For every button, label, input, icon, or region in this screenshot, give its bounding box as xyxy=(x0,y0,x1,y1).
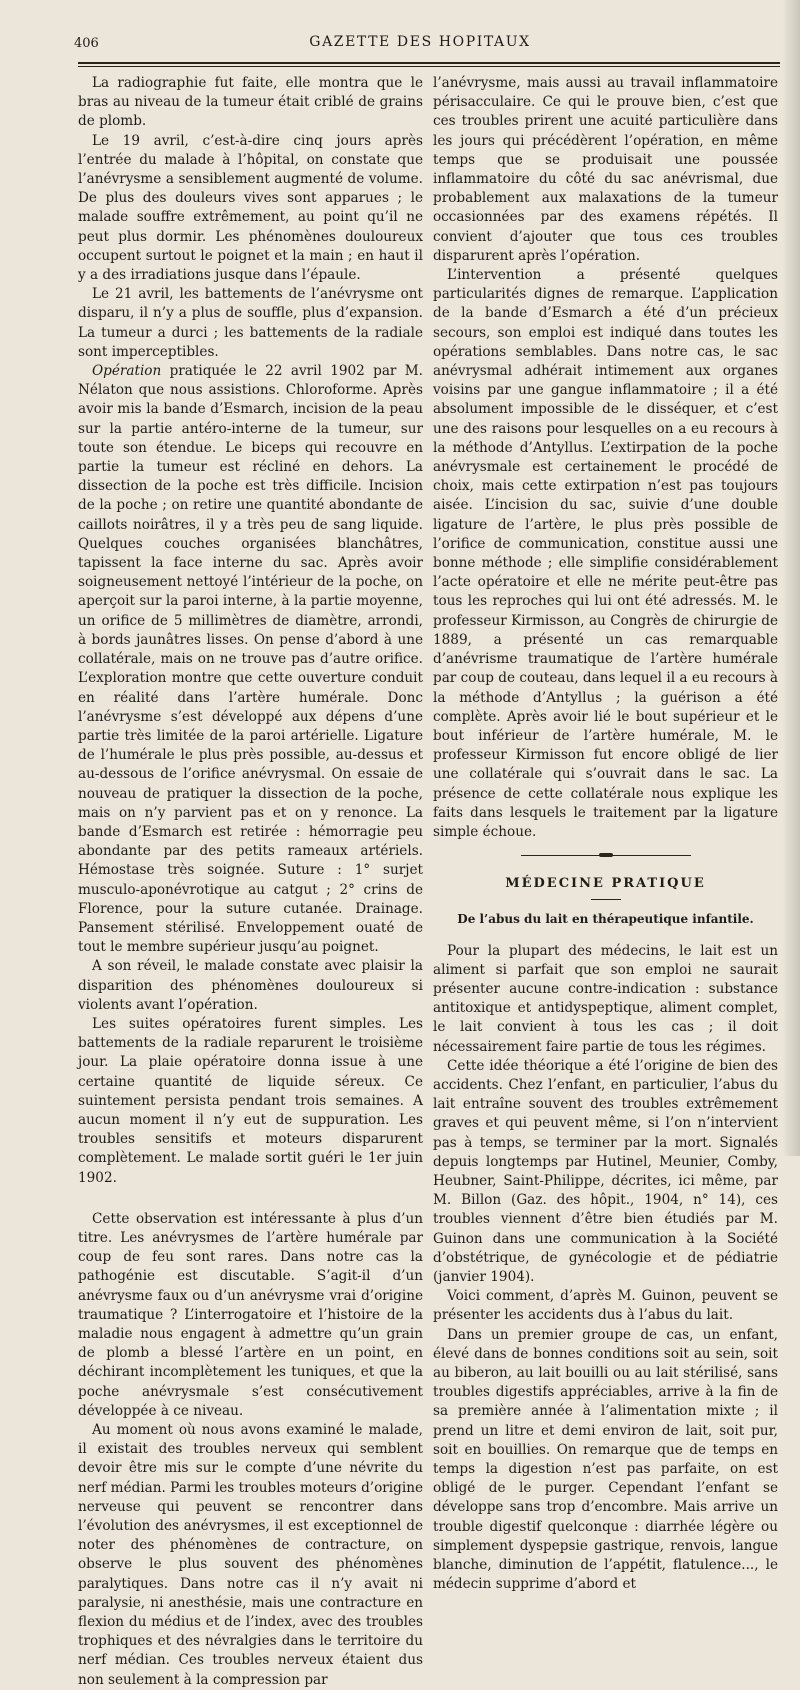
paragraph-text: pratiquée le 22 avril 1902 par M. Nélaton que nous assistions. Chloroforme. Après avoir mis la bande d’Esmarch, incision de la peau sur la partie antéro-interne de la tumeur, sur toute son étendue. Le biceps qui recouvre en partie la tumeur est récliné en dehors. La dissection de la poche est très difficile. Incision de la poche ; on retire une quantité abondante de caillots noirâtres, il y a très peu de sang liquide. Quelques couches organisées blanchâtres, tapissent la face interne du sac. Après avoir soigneusement nettoyé l’intérieur de la poche, on aperçoit sur la paroi interne, à la partie moyenne, un orifice de 5 millimètres de diamètre, arrondi, à bords jaunâtres lisses. On pense d’abord à une collatérale, mais on ne trouve pas d’autre orifice. L’exploration montre que cette ouverture conduit en réalité dans l’artère humérale. Donc l’anévrysme s’est développé aux dépens d’une partie très limitée de la paroi artérielle. Ligature de l’humérale le plus près possible, au-dessus et au-dessous de l’orifice anévrysmal. On essaie de nouveau de pratiquer la dissection de la poche, mais on n’y parvient pas et on y renonce. La bande d’Esmarch est retirée : hémorragie peu abondante par des petits rameaux artériels. Hémostase très soignée. Suture : 1° surjet musculo-aponévrotique au catgut ; 2° crins de Florence, pour la suture cutanée. Drainage. Pansement stérilisé. Enveloppement ouaté de tout le membre supérieur jusqu’au poignet. xyxy=(78,363,423,956)
divider-ornament xyxy=(521,855,691,856)
section-divider xyxy=(433,842,778,868)
paragraph: l’anévrysme, mais aussi au travail inflammatoire périsacculaire. Ce qui le prouve bien, c’est que ces troubles prirent une acuité particulière dans les jours qui précédèrent l’opération, en même temps que se produisait une poussée inflammatoire du côté du sac anévrismal, due probablement aux malaxations de la tumeur occasionnées par des examens répétés. Il convient d’ajouter que tous ces troubles disparurent après l’opération. xyxy=(433,75,778,264)
header-rule-thin xyxy=(78,66,780,67)
left-column xyxy=(78,74,423,1688)
paragraph: Voici comment, d’après M. Guinon, peuvent se présenter les accidents dus à l’abus du lait. xyxy=(433,1288,778,1324)
paragraph: L’intervention a présenté quelques particularités dignes de remarque. L’application de la bande d’Esmarch a été d’un précieux secours, son emploi est indiqué dans toutes les opérations semblables. Dans notre cas, le sac anévrysmal adhérait intimement aux organes voisins par une gangue inflammatoire ; il a été absolument impossible de le disséquer, et c’est une des raisons pour lesquelles on a eu recours à la méthode d’Antyllus. L’extirpation de la poche anévrysmale est certainement le procédé de choix, mais cette extirpation n’est pas toujours aisée. L’incision du sac, suivie d’une double ligature de l’artère, le plus près possible de l’orifice de communication, constitue aussi une bonne méthode ; elle simplifie considérablement l’acte opératoire et elle ne mérite peut-être pas tous les reproches qui lui ont été adressés. M. le professeur Kirmisson, au Congrès de chirurgie de 1889, a présenté un cas remarquable d’anévrisme traumatique de l’artère humérale par coup de couteau, dans lequel il a eu recours à la méthode d’Antyllus ; la guérison a été complète. Après avoir lié le bout supérieur et le bout inférieur de l’artère humérale, M. le professeur Kirmisson fut encore obligé de lier une collatérale qui s’ouvrait dans le sac. La présence de cette collatérale nous explique les faits dans lesquels le traitement par la ligature simple échoue. xyxy=(433,267,778,840)
section-title: MÉDECINE PRATIQUE xyxy=(505,876,706,892)
paragraph: Cette observation est intéressante à plus d’un titre. Les anévrysmes de l’artère humérale par coup de feu sont rares. Dans notre cas la pathogénie est discutable. S’agit-il d’un anévrysme faux ou d’un anévrysme vrai d’origine traumatique ? L’interrogatoire et l’histoire de la maladie nous engagent à admettre qu’un grain de plomb a blessé l’artère en un point, en déchirant incomplètement les tuniques, et que la poche anévrysmale s’est consécutivement développée à ce niveau. xyxy=(78,1210,423,1419)
paragraph-operation xyxy=(78,362,423,957)
right-column xyxy=(433,74,778,1593)
paragraph: Cette idée théorique a été l’origine de bien des accidents. Chez l’enfant, en particulier, l’abus du lait entraîne souvent des troubles extrêmement graves et qui peuvent même, si l’on n’intervient pas à temps, se terminer par la mort. Signalés depuis longtemps par Hutinel, Meunier, Comby, Heubner, Saint-Philippe, décrites, ici même, par M. Billon (Gaz. des hôpit., 1904, n° 14), ces troubles viennent d’être bien étudiés par M. Guinon dans une communication à la Société d’obstétrique, de gynécologie et de pédiatrie (janvier 1904). xyxy=(433,1057,778,1285)
page-number: 406 xyxy=(74,36,99,51)
short-rule xyxy=(591,899,621,900)
paragraph: Pour la plupart des médecins, le lait est un aliment si parfait que son emploi ne saurait présenter aucune contre-indication : substance antitoxique et antidyspeptique, aliment complet, le lait convient à tous les cas ; il doit nécessairement faire partie de tous les régimes. xyxy=(433,942,778,1055)
paragraph: Le 19 avril, c’est-à-dire cinq jours après l’entrée du malade à l’hôpital, on constate que l’anévrysme a sensiblement augmenté de volume. De plus des douleurs vives sont apparues ; le malade souffre extrêmement, au point qu’il ne peut plus dormir. Les phénomènes douloureux occupent surtout le poignet et la main ; en haut il y a des irradiations jusque dans l’épaule. xyxy=(78,132,423,284)
paragraph: Au moment où nous avons examiné le malade, il existait des troubles nerveux qui semblent devoir être mis sur le compte d’une névrite du nerf médian. Parmi les troubles moteurs d’origine nerveuse qui peuvent se rencontrer dans l’évolution des anévrysmes, il est exceptionnel de noter des phénomènes de contracture, on observe le plus souvent des phénomènes paralytiques. Dans notre cas il n’y avait ni paralysie, ni anesthésie, mais une contracture en flexion du médius et de l’index, avec des troubles trophiques et des névralgies dans le territoire du nerf médian. Ces troubles nerveux étaient dus non seulement à la compression par xyxy=(78,1422,423,1688)
page-header xyxy=(60,30,780,54)
paragraph: Le 21 avril, les battements de l’anévrysme ont disparu, il n’y a plus de souffle, plus d’expansion. La tumeur a durci ; les battements de la radiale sont imperceptibles. xyxy=(78,286,423,360)
running-title: GAZETTE DES HOPITAUX xyxy=(309,34,531,50)
page-edge-shadow xyxy=(782,0,800,1156)
header-rule xyxy=(78,62,780,64)
paragraph: La radiographie fut faite, elle montra que le bras au niveau de la tumeur était criblé de grains de plomb. xyxy=(78,75,423,130)
run-in-heading: Opération xyxy=(92,363,162,380)
paragraph: Les suites opératoires furent simples. Les battements de la radiale reparurent le troisième jour. La plaie opératoire donna issue à une certaine quantité de liquide séreux. Ce suintement persista pendant trois semaines. A aucun moment il n’y eut de suppuration. Les troubles sensitifs et moteurs disparurent complètement. Le malade sortit guéri le 1er juin 1902. xyxy=(78,1015,423,1186)
paragraph: Dans un premier groupe de cas, un enfant, élevé dans de bonnes conditions soit au sein, soit au biberon, au lait bouilli ou au lait stérilisé, sans troubles digestifs appréciables, arrive à la fin de sa première année à l’alimentation mixte ; il prend un litre et demi environ de lait, soit pur, soit en bouillies. On remarque que de temps en temps la digestion n’est pas parfaite, on est obligé de le purger. Cependant l’enfant se développe sans trop d’encombre. Mais arrive un trouble digestif quelconque : diarrhée légère ou simplement dyspepsie gastrique, renvois, langue blanche, diminution de l’appétit, flatulence..., le médecin supprime d’abord et xyxy=(433,1326,778,1593)
paragraph: A son réveil, le malade constate avec plaisir la disparition des phénomènes douloureux si violents avant l’opération. xyxy=(78,958,423,1013)
article-title: De l’abus du lait en thérapeutique infantile. xyxy=(457,912,754,927)
